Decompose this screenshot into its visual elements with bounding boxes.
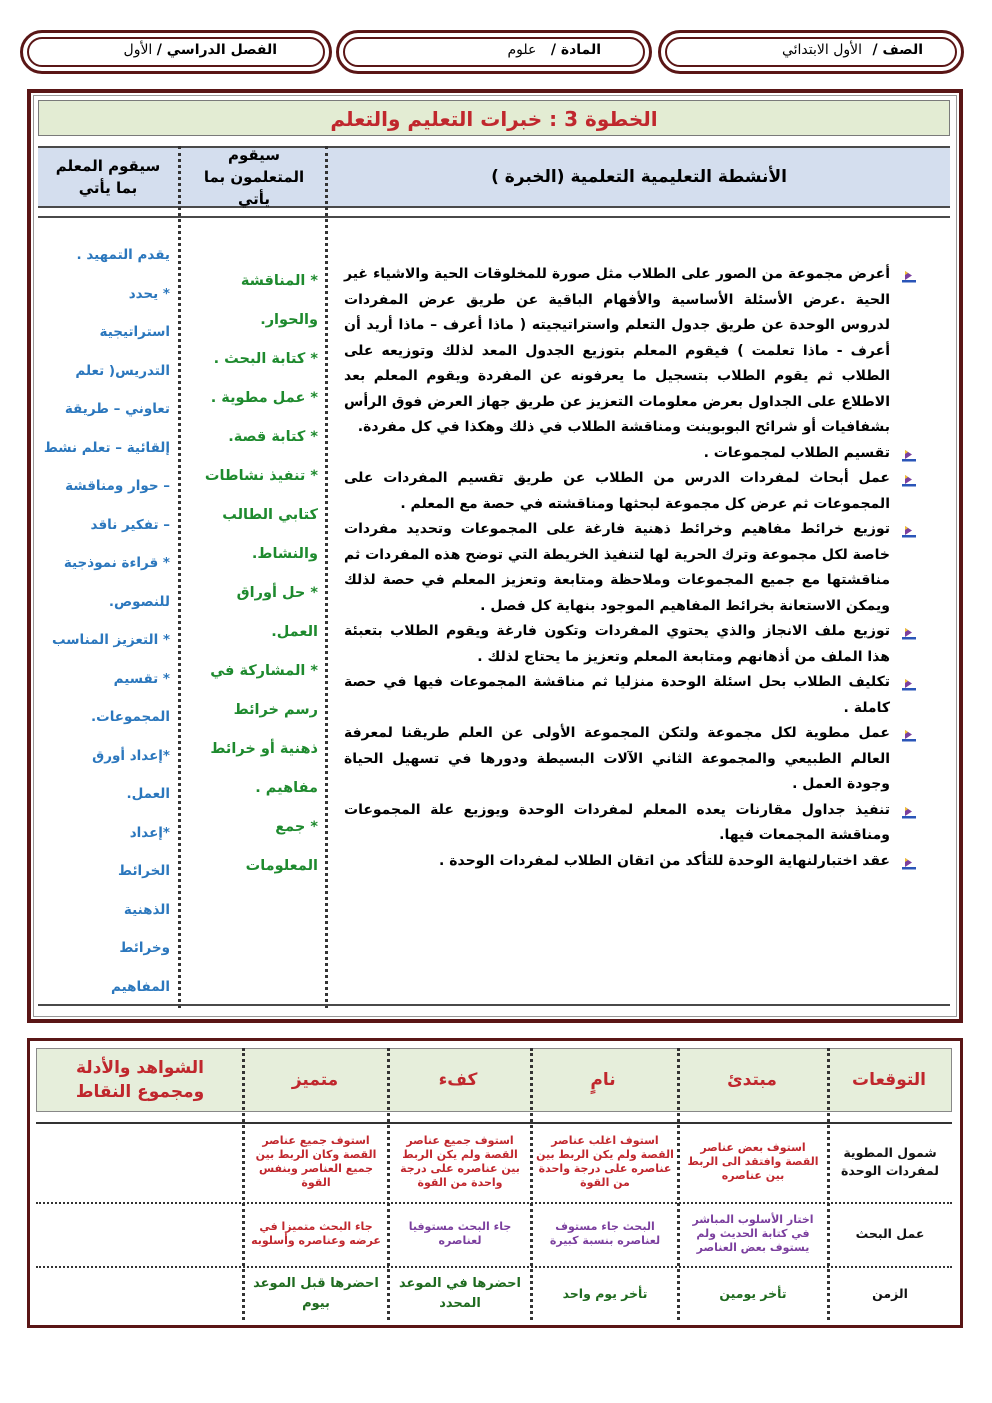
learner-line: كتابي الطالب: [222, 507, 318, 523]
arrow-bullet-icon: [902, 624, 916, 638]
teacher-line: * تقسيم: [113, 670, 170, 687]
activity-text: عمل مطوية لكل مجموعة ولتكن المجموعة الأولى عن العلم طريقنا لمعرفة العالم الطبيعي والمجموعة الثاني الآلات البسيطة ودورها في تسهيل الحياة وجودة العمل .: [344, 725, 890, 792]
learner-line: * المناقشة: [240, 273, 318, 289]
body-top-rule: [38, 216, 950, 218]
activity-text: أعرض مجموعة من الصور على الطلاب مثل صورة للمخلوقات الحية والاشياء غير الحية .عرض الأسئلة الأساسية والأفهام الباقية عن طريق عرض المفردات لدروس الوحدة عن طريق جدول التعلم واستراتيجيته ( ماذا أعرف – ماذا أريد أن أعرف - ماذا تعلمت ) فيقوم المعلم بتوزيع الجدول المعد لذلك وتوزيعه على الطلاب ثم يقوم الطلاب بتسجيل ما يعرفونه عن المفردة ويقوم المعلم بعد الاطلاع على الجداول بعرض معلومات التعزيز عن طريق جهاز العرض فوق الرأس بشفافيات أو شرائح البوبوينت ومناقشة الطلاب في ذلك وهكذا في كل مفردة.: [344, 266, 890, 435]
rubric-cell-beginner: اختار الأسلوب المباشر في كتابة الحديث ولم يستوف بعض العناصر: [692, 1213, 814, 1254]
teacher-line: * قراءة نموذجية: [63, 555, 170, 571]
teacher-list: [38, 236, 170, 1006]
learner-line: * حل أوراق: [236, 585, 318, 601]
teacher-line: للنصوص.: [108, 593, 170, 610]
learners-list: [188, 262, 318, 886]
learner-line: العمل.: [271, 624, 318, 640]
arrow-bullet-icon: [902, 522, 916, 536]
rubric-header-competent: كفء: [438, 1070, 478, 1090]
learner-line: * جمع: [275, 819, 318, 835]
activity-text: عمل أبحاث لمفردات الدرس من الطلاب عن طريق تقسيم المفردات على المجموعات ثم عرض كل مجموعة لبحثها ومناقشته في حصة مع المعلم .: [344, 470, 890, 512]
subject-label: المادة /: [550, 42, 601, 58]
rubric-column-divider: [677, 1048, 680, 1320]
arrow-bullet-icon: [902, 267, 916, 281]
activities-list: [344, 262, 922, 874]
activity-text: عقد اختبارلنهاية الوحدة للتأكد من اتقان الطلاب لمفردات الوحدة .: [439, 852, 890, 869]
teacher-line: تعاوني – طريقة: [64, 401, 170, 417]
teacher-header: سيقوم المعلم بما يأتي: [55, 157, 161, 197]
learner-line: رسم خرائط: [233, 702, 318, 718]
learner-line: والحوار.: [260, 312, 318, 328]
activity-item: [344, 441, 922, 467]
rubric-column-divider: [530, 1048, 533, 1320]
activity-text: توزيع ملف الانجاز والذي يحتوي المفردات وتكون فارغة ويقوم الطلاب بتعبئة هذا الملف من أذهانهم ومتابعة المعلم وتعزيز ما يحتاج لذلك .: [344, 623, 890, 665]
teacher-line: استراتيجية: [99, 324, 170, 340]
learner-line: * المشاركة في: [210, 663, 318, 679]
activity-item: [344, 798, 922, 849]
activity-item: [344, 849, 922, 875]
teacher-line: * يحدد: [128, 285, 170, 302]
arrow-bullet-icon: [902, 675, 916, 689]
rubric-cell-criterion: الزمن: [872, 1286, 908, 1301]
rubric-cell-excellent: احضرها قبل الموعد بيوم: [253, 1276, 379, 1311]
class-pill: [658, 30, 964, 74]
teacher-line: الخرائط: [118, 863, 170, 879]
rubric-cell-criterion: شمول المطوية لمفردات الوحدة: [841, 1145, 939, 1178]
rubric-cell-beginner: استوف بعض عناصر القصة وافتقد الى الربط بين عناصره: [687, 1141, 819, 1182]
arrow-bullet-icon: [902, 854, 916, 868]
learners-header: سيقوم المتعلمون بما يأتي: [203, 146, 305, 208]
column-divider: [325, 146, 328, 1008]
teacher-line: وخرائط: [119, 940, 170, 956]
teacher-line: *إعداد أورق: [92, 747, 170, 764]
teacher-line: – تفكير ناقد: [90, 516, 170, 533]
step-title: الخطوة 3 : خبرات التعليم والتعلم: [38, 100, 950, 136]
rubric-cell-competent: احضرها في الموعد المحدد: [399, 1276, 521, 1311]
learner-line: * كتابة قصة.: [228, 429, 318, 445]
term-pill: [20, 30, 332, 74]
teacher-line: العمل.: [126, 786, 170, 802]
rubric-cell-growing: البحث جاء مستوف لعناصره بنسبة كبيرة: [549, 1220, 661, 1247]
activity-text: تكليف الطلاب بحل اسئلة الوحدة منزليا ثم مناقشة المجموعات فيها في حصة كاملة .: [344, 674, 890, 716]
learner-line: مفاهيم .: [255, 780, 318, 796]
activity-text: تقسيم الطلاب لمجموعات .: [703, 444, 890, 461]
rubric-cell-competent: جاء البحث مستوفيا لعناصره: [408, 1220, 512, 1247]
rubric-cell-criterion: عمل البحث: [855, 1226, 925, 1241]
teacher-line: إلقائية – تعلم نشط: [43, 439, 170, 456]
activity-text: تنفيذ جداول مقارنات يعده المعلم لمفردات الوحدة ويوزيع علة المجموعات ومناقشة المجمعات فيها.: [344, 801, 890, 843]
teacher-line: *إعداد: [129, 824, 170, 841]
step-header-row: [38, 146, 950, 208]
activity-text: توزيع خرائط مفاهيم وخرائط ذهنية فارغة على المجموعات وتحديد مفردات خاصة لكل مجموعة وترك الحرية لها لتنفيذ الخريطة التي توضح هذه المفردات ثم مناقشتها مع جميع المجموعات وملاحظة ومتابعة وتعزيز المعلم في حصة لذلك ويمكن الاستعانة بخرائط المفاهيم الموجود بنهاية كل فصل .: [344, 521, 890, 614]
class-value: الأول الابتدائي: [781, 42, 863, 58]
activity-item: [344, 721, 922, 798]
learner-line: * عمل مطوية .: [210, 390, 318, 406]
rubric-column-divider: [387, 1048, 390, 1320]
activity-item: [344, 262, 922, 441]
rubric-header-growing: نامٍ: [590, 1070, 616, 1090]
teacher-line: الذهنية: [123, 901, 170, 918]
arrow-bullet-icon: [902, 471, 916, 485]
arrow-bullet-icon: [902, 726, 916, 740]
term-label: الفصل الدراسي /: [156, 42, 277, 58]
teacher-line: يقدم التمهيد .: [76, 247, 170, 263]
teacher-line: * التعزيز المناسب: [51, 632, 170, 648]
rubric-header-expectations: التوقعات: [852, 1070, 927, 1090]
learner-line: * كتابة البحث .: [213, 351, 318, 367]
activity-item: [344, 466, 922, 517]
teacher-line: المفاهيم: [111, 978, 170, 995]
subject-pill: [336, 30, 652, 74]
rubric-cell-excellent: جاء البحث متميزا في عرضه وعناصره وأسلوبه: [251, 1220, 381, 1247]
rubric-header-excellent: متميز: [291, 1070, 339, 1090]
rubric-column-divider: [242, 1048, 245, 1320]
activity-item: [344, 670, 922, 721]
column-divider: [178, 146, 181, 1008]
body-bottom-rule: [38, 1004, 950, 1006]
term-value: الأول: [123, 42, 153, 58]
learner-line: * تنفيذ نشاطات: [204, 468, 318, 484]
rubric-header-beginner: مبتدئ: [727, 1070, 777, 1090]
learner-line: والنشاط.: [251, 546, 318, 562]
activities-header: الأنشطة التعليمية التعلمية (الخبرة ): [491, 167, 787, 187]
teacher-line: – حوار ومناقشة: [65, 478, 170, 494]
activity-item: [344, 619, 922, 670]
rubric-header-evidence: الشواهد والأدلة ومجموع النقاط: [75, 1058, 205, 1102]
teacher-line: التدريس( تعلم: [75, 362, 170, 379]
learner-line: ذهنية أو خرائط: [210, 741, 318, 757]
subject-value: علوم: [507, 42, 537, 58]
arrow-bullet-icon: [902, 803, 916, 817]
arrow-bullet-icon: [902, 446, 916, 460]
rubric-cell-evidence: [40, 1124, 240, 1200]
rubric-cell-beginner: تأخر يومين: [719, 1286, 787, 1301]
rubric-cell-evidence: [40, 1204, 240, 1264]
rubric-cell-growing: استوف اغلب عناصر القصة ولم يكن الربط بين عناصره على درجة واحدة من القوة: [536, 1134, 674, 1189]
teacher-line: المجموعات.: [91, 709, 170, 725]
rubric-cell-evidence: [40, 1268, 240, 1320]
learner-line: المعلومات: [245, 858, 318, 874]
activity-item: [344, 517, 922, 619]
rubric-cell-growing: تأخر يوم واحد: [562, 1286, 648, 1301]
class-label: الصف /: [872, 42, 923, 58]
rubric-cell-competent: استوف جميع عناصر القصة ولم يكن الربط بين عناصره على درجة واحدة من القوة: [400, 1134, 520, 1189]
rubric-cell-excellent: استوف جميع عناصر القصة وكان الربط بين جميع العناصر وبنفس القوة: [255, 1134, 377, 1189]
